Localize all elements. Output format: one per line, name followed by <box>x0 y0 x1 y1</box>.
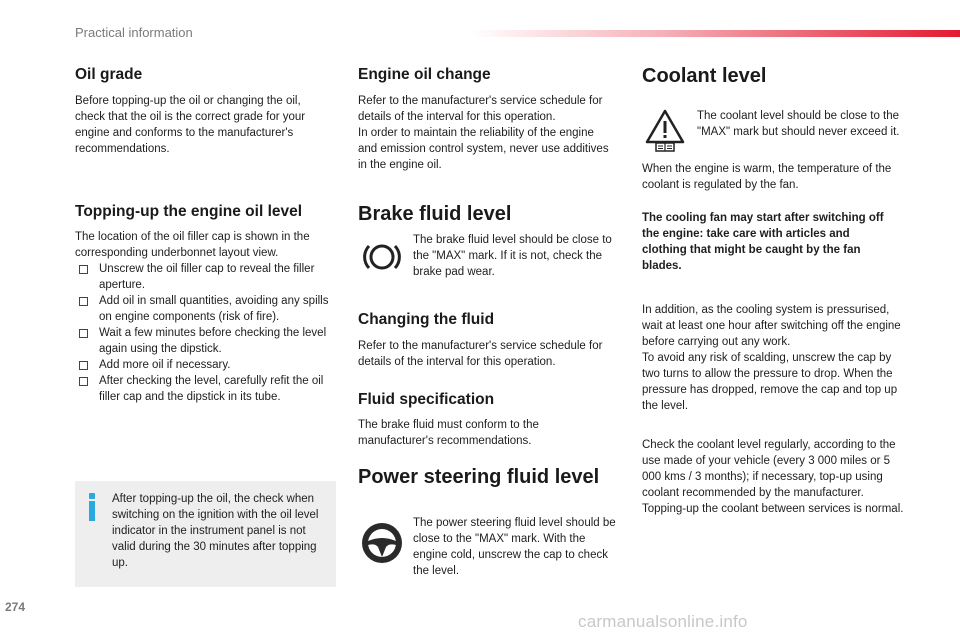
power-steering-section <box>358 465 628 489</box>
list-item: Unscrew the oil filler cap to reveal the filler aperture. <box>75 261 333 293</box>
engine-oil-change-heading: Engine oil change <box>358 66 491 83</box>
header-accent-bar <box>470 30 960 37</box>
checkbox-bullet-icon <box>79 377 88 386</box>
info-note-text: After topping-up the oil, the check when switching on the ignition with the oil level indicator in the instrument panel is not valid during the 30 minutes after topping up. <box>112 493 319 569</box>
warning-manual-icon <box>644 108 686 152</box>
info-icon <box>88 493 96 521</box>
coolant-section <box>642 64 904 88</box>
column-oil <box>75 66 337 157</box>
cooling-fan-warning: The cooling fan may start after switching off the engine: take care with articles and clothing that might be caught by the fan blades. <box>642 212 884 272</box>
topping-up-heading: Topping-up the engine oil level <box>75 203 303 220</box>
coolant-warm-text: When the engine is warm, the temperature of the coolant is regulated by the fan. <box>642 163 892 191</box>
brake-fluid-section <box>358 202 620 226</box>
brake-fluid-heading: Brake fluid level <box>358 203 512 225</box>
list-item: Wait a few minutes before checking the level again using the dipstick. <box>75 325 333 357</box>
list-item: Add more oil if necessary. <box>75 357 333 373</box>
brake-warning-icon <box>362 240 402 274</box>
page-number: 274 <box>5 600 26 614</box>
checkbox-bullet-icon <box>79 329 88 338</box>
checkbox-bullet-icon <box>79 265 88 274</box>
brake-fluid-text: The brake fluid level should be close to the "MAX" mark. If it is not, check the brake pad wear. <box>413 234 612 278</box>
section-title: Practical information <box>75 25 193 40</box>
coolant-heading: Coolant level <box>642 65 767 87</box>
topping-up-section <box>75 203 337 405</box>
power-steering-text: The power steering fluid level should be close to the "MAX" mark. With the engine cold, unscrew the cap to check the level. <box>413 517 616 577</box>
engine-oil-change-section <box>358 66 620 173</box>
engine-oil-change-text: Refer to the manufacturer's service schedule for details of the interval for this operation. In order to maintain the reliability of the engine and emission control system, never use additives in the engine oil. <box>358 95 609 171</box>
oil-grade-heading: Oil grade <box>75 66 143 83</box>
fluid-spec-text: The brake fluid must conform to the manufacturer's recommendations. <box>358 419 539 447</box>
list-item: Add oil in small quantities, avoiding any spills on engine components (risk of fire). <box>75 293 333 325</box>
checkbox-bullet-icon <box>79 297 88 306</box>
changing-fluid-section <box>358 311 620 370</box>
watermark: carmanualsonline.info <box>578 612 748 631</box>
changing-fluid-heading: Changing the fluid <box>358 311 495 328</box>
checkbox-bullet-icon <box>79 361 88 370</box>
power-steering-heading: Power steering fluid level <box>358 466 600 488</box>
coolant-check-text: Check the coolant level regularly, according to the use made of your vehicle (every 3 000 miles or 5 000 kms / 3 months); if necessary, top-up using coolant recommended by the manufacturer. Topping-up the coolant between services is normal. <box>642 439 904 515</box>
oil-grade-text: Before topping-up the oil or changing the oil, check that the oil is the correct grade for your engine and conforms to the manufacturer's recommendations. <box>75 95 306 155</box>
topping-up-intro: The location of the oil filler cap is shown in the corresponding underbonnet layout view. <box>75 231 310 259</box>
info-note <box>75 481 336 587</box>
changing-fluid-text: Refer to the manufacturer's service schedule for details of the interval for this operation. <box>358 340 603 368</box>
steering-wheel-icon <box>360 521 404 565</box>
list-item: After checking the level, carefully refit the oil filler cap and the dipstick in its tube. <box>75 373 333 405</box>
coolant-intro-text: The coolant level should be close to the "MAX" mark but should never exceed it. <box>697 110 900 138</box>
fluid-spec-heading: Fluid specification <box>358 391 495 408</box>
fluid-spec-section <box>358 391 620 449</box>
coolant-pressure-text: In addition, as the cooling system is pressurised, wait at least one hour after switching off the engine before carrying out any work. To avoid any risk of scalding, unscrew the cap by two turns to allow the pressure to drop. When the pressure has dropped, remove the cap and top up the level. <box>642 304 901 412</box>
topping-up-steps <box>75 261 333 405</box>
